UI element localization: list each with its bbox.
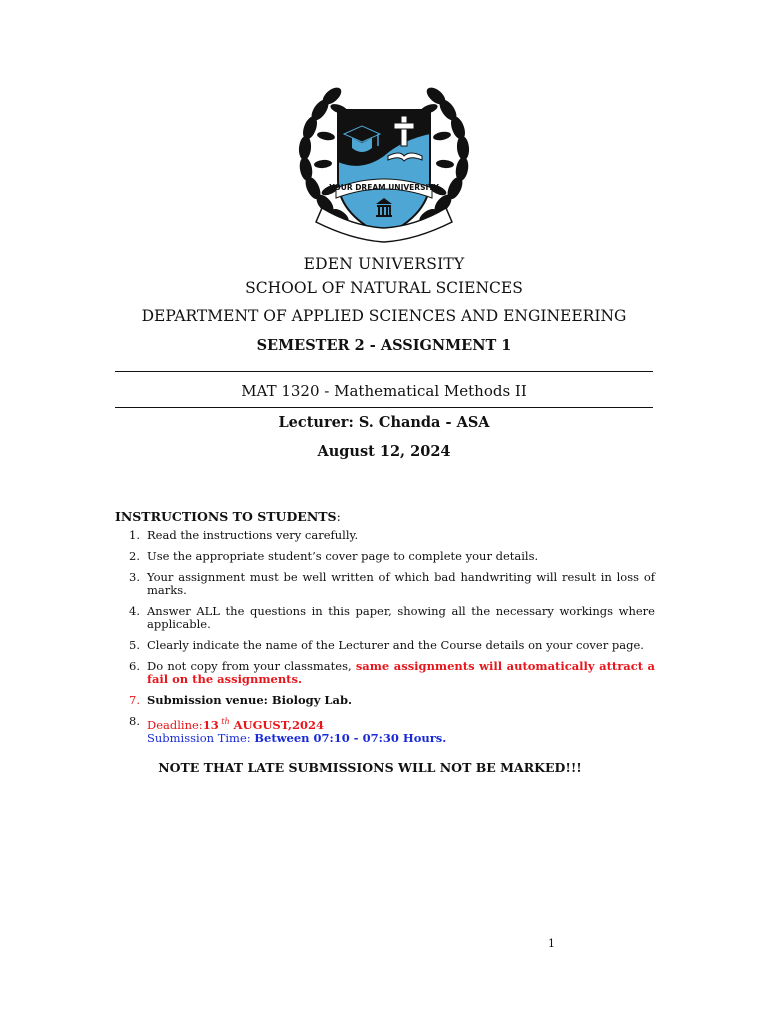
list-item: 3. Your assignment must be well written of which bad handwriting will result in loss of marks. xyxy=(129,570,655,597)
divider-bottom xyxy=(115,407,653,408)
list-item: 2. Use the appropriate student’s cover page to complete your details. xyxy=(129,549,539,563)
lecturer: Lecturer: S. Chanda - ASA xyxy=(278,414,490,431)
deadline-day: 13 xyxy=(202,717,219,732)
department-name: DEPARTMENT OF APPLIED SCIENCES AND ENGINEERING xyxy=(141,307,627,325)
list-item: 6. Do not copy from your classmates, same assignments will automatically attract a fail on the assignments. xyxy=(129,659,655,686)
late-submission-note: NOTE THAT LATE SUBMISSIONS WILL NOT BE MARKED!!! xyxy=(158,760,582,775)
list-item: 5. Clearly indicate the name of the Lecturer and the Course details on your cover page. xyxy=(129,638,644,652)
list-item: 4. Answer ALL the questions in this paper, showing all the necessary workings where applicable. xyxy=(129,604,655,631)
list-item: 7. Submission venue: Biology Lab. xyxy=(129,693,352,707)
logo-motto: YOUR DREAM UNIVERSITY xyxy=(329,183,439,192)
divider-top xyxy=(115,371,653,372)
instructions-title: INSTRUCTIONS TO STUDENTS: xyxy=(115,509,341,524)
university-name: EDEN UNIVERSITY xyxy=(303,255,465,273)
semester-assignment: SEMESTER 2 - ASSIGNMENT 1 xyxy=(256,337,512,354)
submission-time: Between 07:10 - 07:30 Hours. xyxy=(254,730,447,745)
university-logo xyxy=(292,76,476,250)
list-item: 8. Deadline:13 $^{th}$ AUGUST,2024 Submission Time: Between 07:10 - 07:30 Hours. xyxy=(129,714,447,745)
page-number: 1 xyxy=(548,937,555,950)
document-date: August 12, 2024 xyxy=(317,443,451,460)
school-name: SCHOOL OF NATURAL SCIENCES xyxy=(245,279,523,297)
course-title: MAT 1320 - Mathematical Methods II xyxy=(241,382,527,400)
instructions-list xyxy=(115,529,655,753)
copy-warning: same assignments will automatically attract a fail on the assignments. xyxy=(147,659,655,686)
deadline-month: AUGUST,2024 xyxy=(229,717,325,732)
list-item: 1. Read the instructions very carefully. xyxy=(129,528,359,542)
submission-venue: Submission venue: Biology Lab. xyxy=(147,693,352,707)
